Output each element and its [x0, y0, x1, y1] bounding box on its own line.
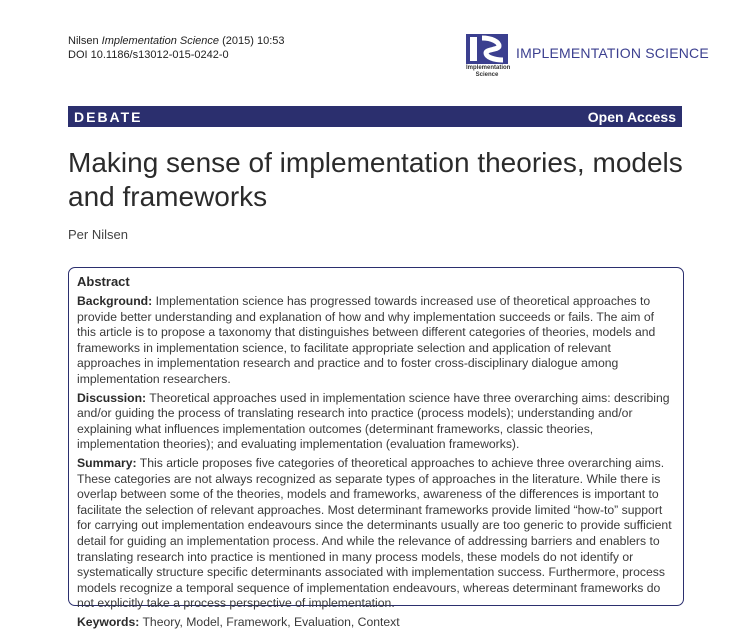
- journal-logo-subtext: [466, 65, 511, 79]
- citation-year-volume: (2015) 10:53: [222, 35, 285, 47]
- logo-sub-line1: Implementation: [466, 65, 511, 71]
- article-title: Making sense of implementation theories, models and frameworks: [68, 147, 683, 212]
- article-type-band: [68, 106, 682, 127]
- abstract-summary: [77, 456, 675, 612]
- citation-line: [68, 34, 285, 48]
- summary-label: Summary:: [77, 455, 137, 470]
- open-access-label: Open Access: [587, 108, 676, 125]
- abstract-background: [77, 294, 675, 388]
- abstract-heading: Abstract: [77, 274, 130, 289]
- journal-name: IMPLEMENTATION SCIENCE: [516, 45, 709, 61]
- logo-sub-line2: Science: [475, 72, 499, 78]
- discussion-text: Theoretical approaches used in implementation science have three overarching aims: describing and/or guiding the process of translating research into practice (process models); understanding and/or explaining what influences implementation outcomes (determinant frameworks, classic theories, implementation theories); and evaluating implementation (evaluation frameworks).: [77, 390, 670, 452]
- abstract-discussion: [77, 391, 675, 453]
- citation-journal: Implementation Science: [101, 35, 220, 47]
- journal-logo-icon: [466, 34, 508, 64]
- discussion-label: Discussion:: [77, 390, 147, 405]
- citation-author: Nilsen: [68, 35, 99, 47]
- keywords-label: Keywords:: [77, 614, 140, 629]
- journal-logo: [466, 34, 709, 80]
- citation-block: [68, 34, 285, 62]
- background-label: Background:: [77, 294, 153, 308]
- summary-text: This article proposes five categories of theoretical approaches to achieve three overarching aims. These categories are not always recognized as separate types of approaches in the literature. While there is overlap between some of the theories, models and frameworks, awareness of the differences is important to facilitate the selection of relevant approaches. Most determinant frameworks provide limited “how-to” support for carrying out implementation endeavours since the determinants usually are too generic to provide sufficient detail for guiding an implementation process. And while the relevance of addressing barriers and enablers to translating research into practice is mentioned in many process models, these models do not identify or systematically structure specific determinants associated with implementation success. Furthermore, process models recognize a temporal sequence of implementation endeavours, whereas determinant frameworks do not explicitly take a process perspective of implementation.: [77, 455, 672, 611]
- abstract-keywords: [77, 615, 675, 630]
- article-type: DEBATE: [74, 108, 143, 125]
- article-author: Per Nilsen: [68, 227, 128, 242]
- keywords-text: Theory, Model, Framework, Evaluation, Context: [142, 614, 400, 629]
- background-text: Implementation science has progressed towards increased use of theoretical approaches to provide better understanding and explanation of how and why implementation succeeds or fails. The aim of this article is to propose a taxonomy that distinguishes between different categories of theories, models and frameworks in implementation science, to facilitate appropriate selection and application of relevant approaches in implementation research and practice and to foster cross-disciplinary dialogue among implementation researchers.: [77, 294, 656, 386]
- citation-doi: DOI 10.1186/s13012-015-0242-0: [68, 49, 229, 61]
- abstract-box: [68, 267, 684, 629]
